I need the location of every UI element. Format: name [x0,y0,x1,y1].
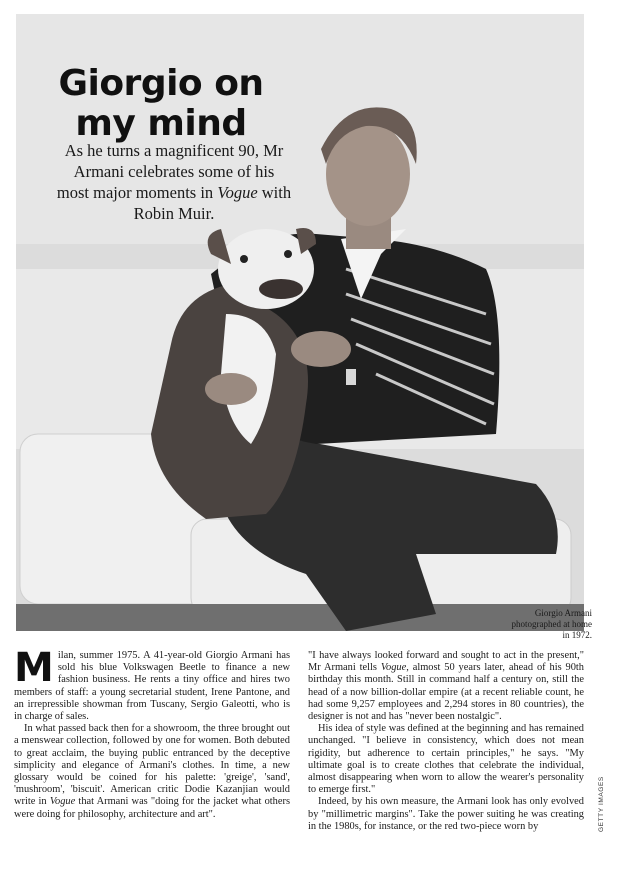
standfirst [56,140,292,224]
portrait-photograph [16,14,592,640]
body-column-left [14,645,290,821]
paragraph-5: Indeed, by his own measure, the Armani look has only evolved by "millimetric margins". Take the power suiting he was creating in the 1980s, for instance, or the red two-piece worn by [308,796,584,832]
paragraph-2-end: that Armani was "doing for the jacket what others were doing for philosophy, architecture and art". [14,796,290,820]
headline: Giorgio on my mind [58,63,264,144]
paragraph-3 [308,650,584,723]
standfirst-text: As he turns a magnificent 90, Mr Armani celebrates some of his most major moments in [56,141,284,202]
paragraph-1 [14,645,290,723]
paragraph-2-text: In what passed back then for a showroom, the three brought out a menswear collection, followed by one for women. Both debuted to great acclaim, the buying public entranced by the deceptive simplicity and elegance of Armani's clothes. In time, a new glossary would be coined for his palette: 'greige', 'sand', 'mushroom', 'biscuit'. American critic Dodie Kazanjian would write in [14,723,290,808]
paragraph-3-vogue: Vogue [380,662,407,674]
paragraph-2-vogue: Vogue [49,796,76,808]
drop-cap: M [14,645,54,691]
standfirst-author: with Robin Muir. [133,183,292,223]
photo-caption: Giorgio Armani photographed at home in 1972. [511,608,592,640]
paragraph-1-text: ilan, summer 1975. A 41-year-old Giorgio Armani has sold his blue Volkswagen Beetle to finance a new fashion business. He rents a tiny office and hires two members of staff: a young secretarial student, Irene Pantone, and an irrepressible showman from Tuscany, Sergio Galeotti, who is in charge of sales. [14,650,290,723]
body-column-right [308,650,584,833]
standfirst-vogue: Vogue [217,183,258,202]
paragraph-3-end: , almost 50 years later, ahead of his 90th birthday this month. Still in command half a century on, still the head of a now billion-dollar empire (at a recent reliable count, he had some 9,257 employees and 2,294 stores in 80 countries), the designer is not and has "never been nostalgic". [308,662,584,723]
photo-credit: GETTY IMAGES [598,776,605,832]
paragraph-3-text: "I have always looked forward and sought to act in the present," Mr Armani tells [308,650,584,674]
paragraph-4: His idea of style was defined at the beginning and has remained unchanged. "I believe in consistency, which does not mean rigidity, but adherence to certain principles," he says. "My ultimate goal is to create clothes that celebrate the individual, almost disappearing when worn to allow the wearer's personality to emerge first." [308,723,584,796]
paragraph-2 [14,723,290,821]
